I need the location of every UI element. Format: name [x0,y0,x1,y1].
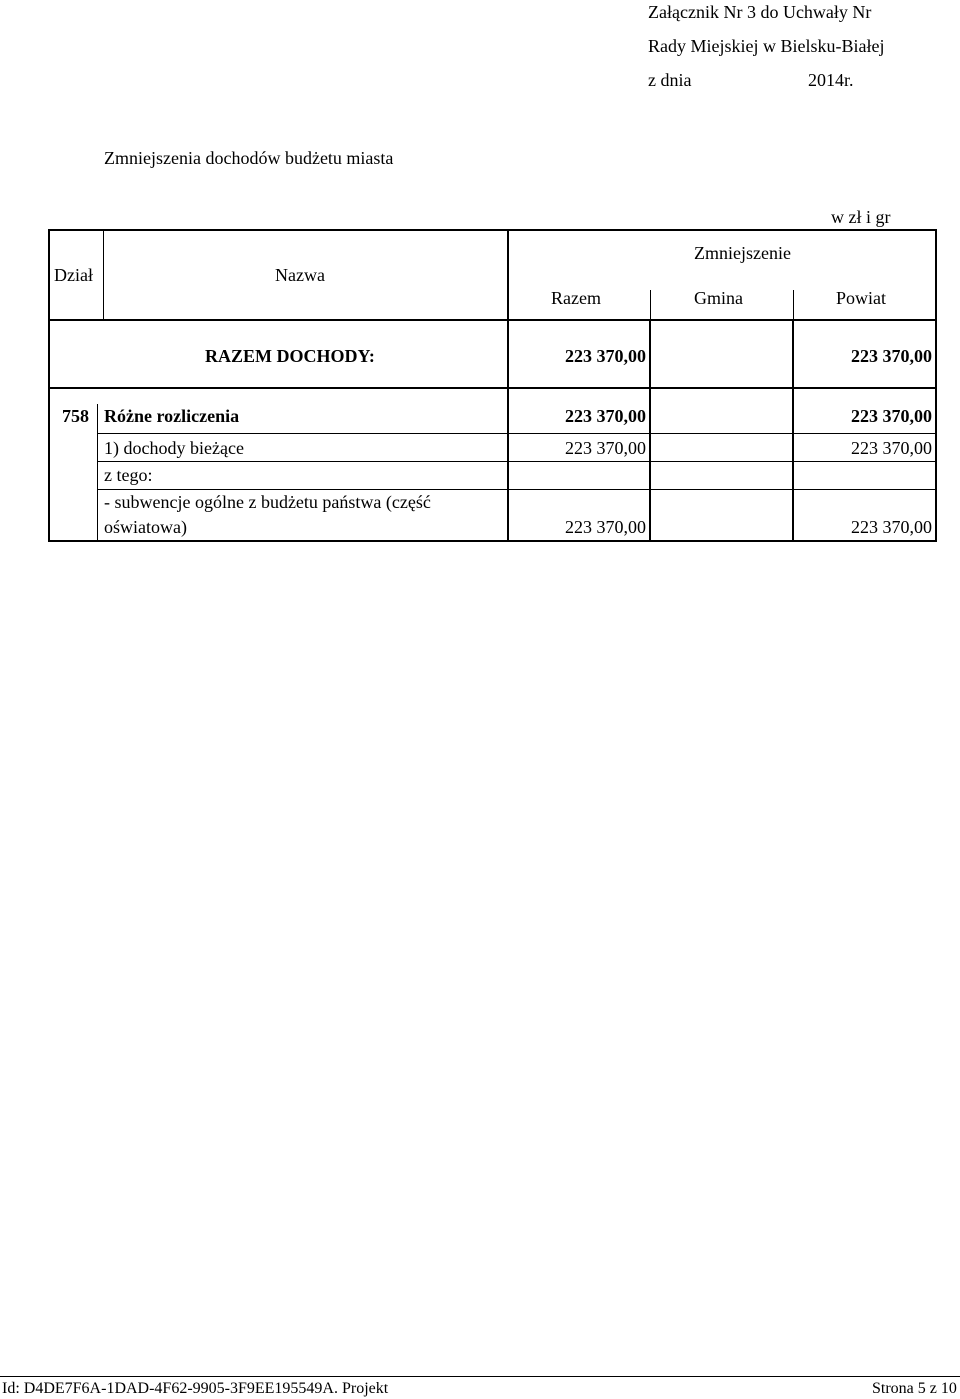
col-divider-dzial-header [103,229,104,321]
col-divider-dzial-body [97,404,98,542]
col-header-zmniejszenie: Zmniejszenie [694,243,791,263]
row-nazwa: Różne rozliczenia [104,406,240,426]
total-powiat: 223 370,00 [851,346,932,366]
col-divider-razem-header [650,290,651,320]
table-border-right [935,229,937,542]
col-header-powiat: Powiat [836,288,887,308]
footer-divider [0,1376,960,1377]
col-divider-razem [649,319,651,542]
row-powiat: 223 370,00 [851,406,932,426]
row-razem: 223 370,00 [565,517,646,537]
col-header-razem: Razem [551,288,601,308]
page-title: Zmniejszenia dochodów budżetu miasta [104,148,394,168]
date-label: z dnia [648,70,692,90]
row-divider-1 [97,433,937,434]
header-divider [48,319,937,321]
row-razem: 223 370,00 [565,406,646,426]
page-number: Strona 5 z 10 [872,1380,957,1397]
row-dzial: 758 [62,406,89,426]
col-header-dzial: Dział [54,265,93,285]
row-nazwa: 1) dochody bieżące [104,438,244,458]
table-border-top [48,229,937,231]
row-razem: 223 370,00 [565,438,646,458]
col-header-gmina: Gmina [694,288,743,308]
row-nazwa-line2: oświatowa) [104,517,187,537]
row-powiat: 223 370,00 [851,438,932,458]
total-label: RAZEM DOCHODY: [205,346,375,366]
col-header-nazwa: Nazwa [275,265,325,285]
table-border-left [48,229,50,542]
total-divider [48,387,937,389]
row-divider-3 [97,489,937,490]
row-divider-2 [97,461,937,462]
council-name: Rady Miejskiej w Bielsku-Białej [648,36,885,56]
attachment-number: Załącznik Nr 3 do Uchwały Nr [648,2,872,22]
col-divider-nazwa [507,229,509,542]
total-razem: 223 370,00 [565,346,646,366]
table-border-bottom [48,540,937,542]
row-powiat: 223 370,00 [851,517,932,537]
col-divider-gmina-header [793,290,794,320]
row-nazwa-line1: - subwencje ogólne z budżetu państwa (część [104,492,431,512]
unit-label: w zł i gr [831,207,891,227]
row-nazwa: z tego: [104,465,153,485]
date-year: 2014r. [808,70,854,90]
document-id: Id: D4DE7F6A-1DAD-4F62-9905-3F9EE195549A. Projekt [2,1380,389,1397]
